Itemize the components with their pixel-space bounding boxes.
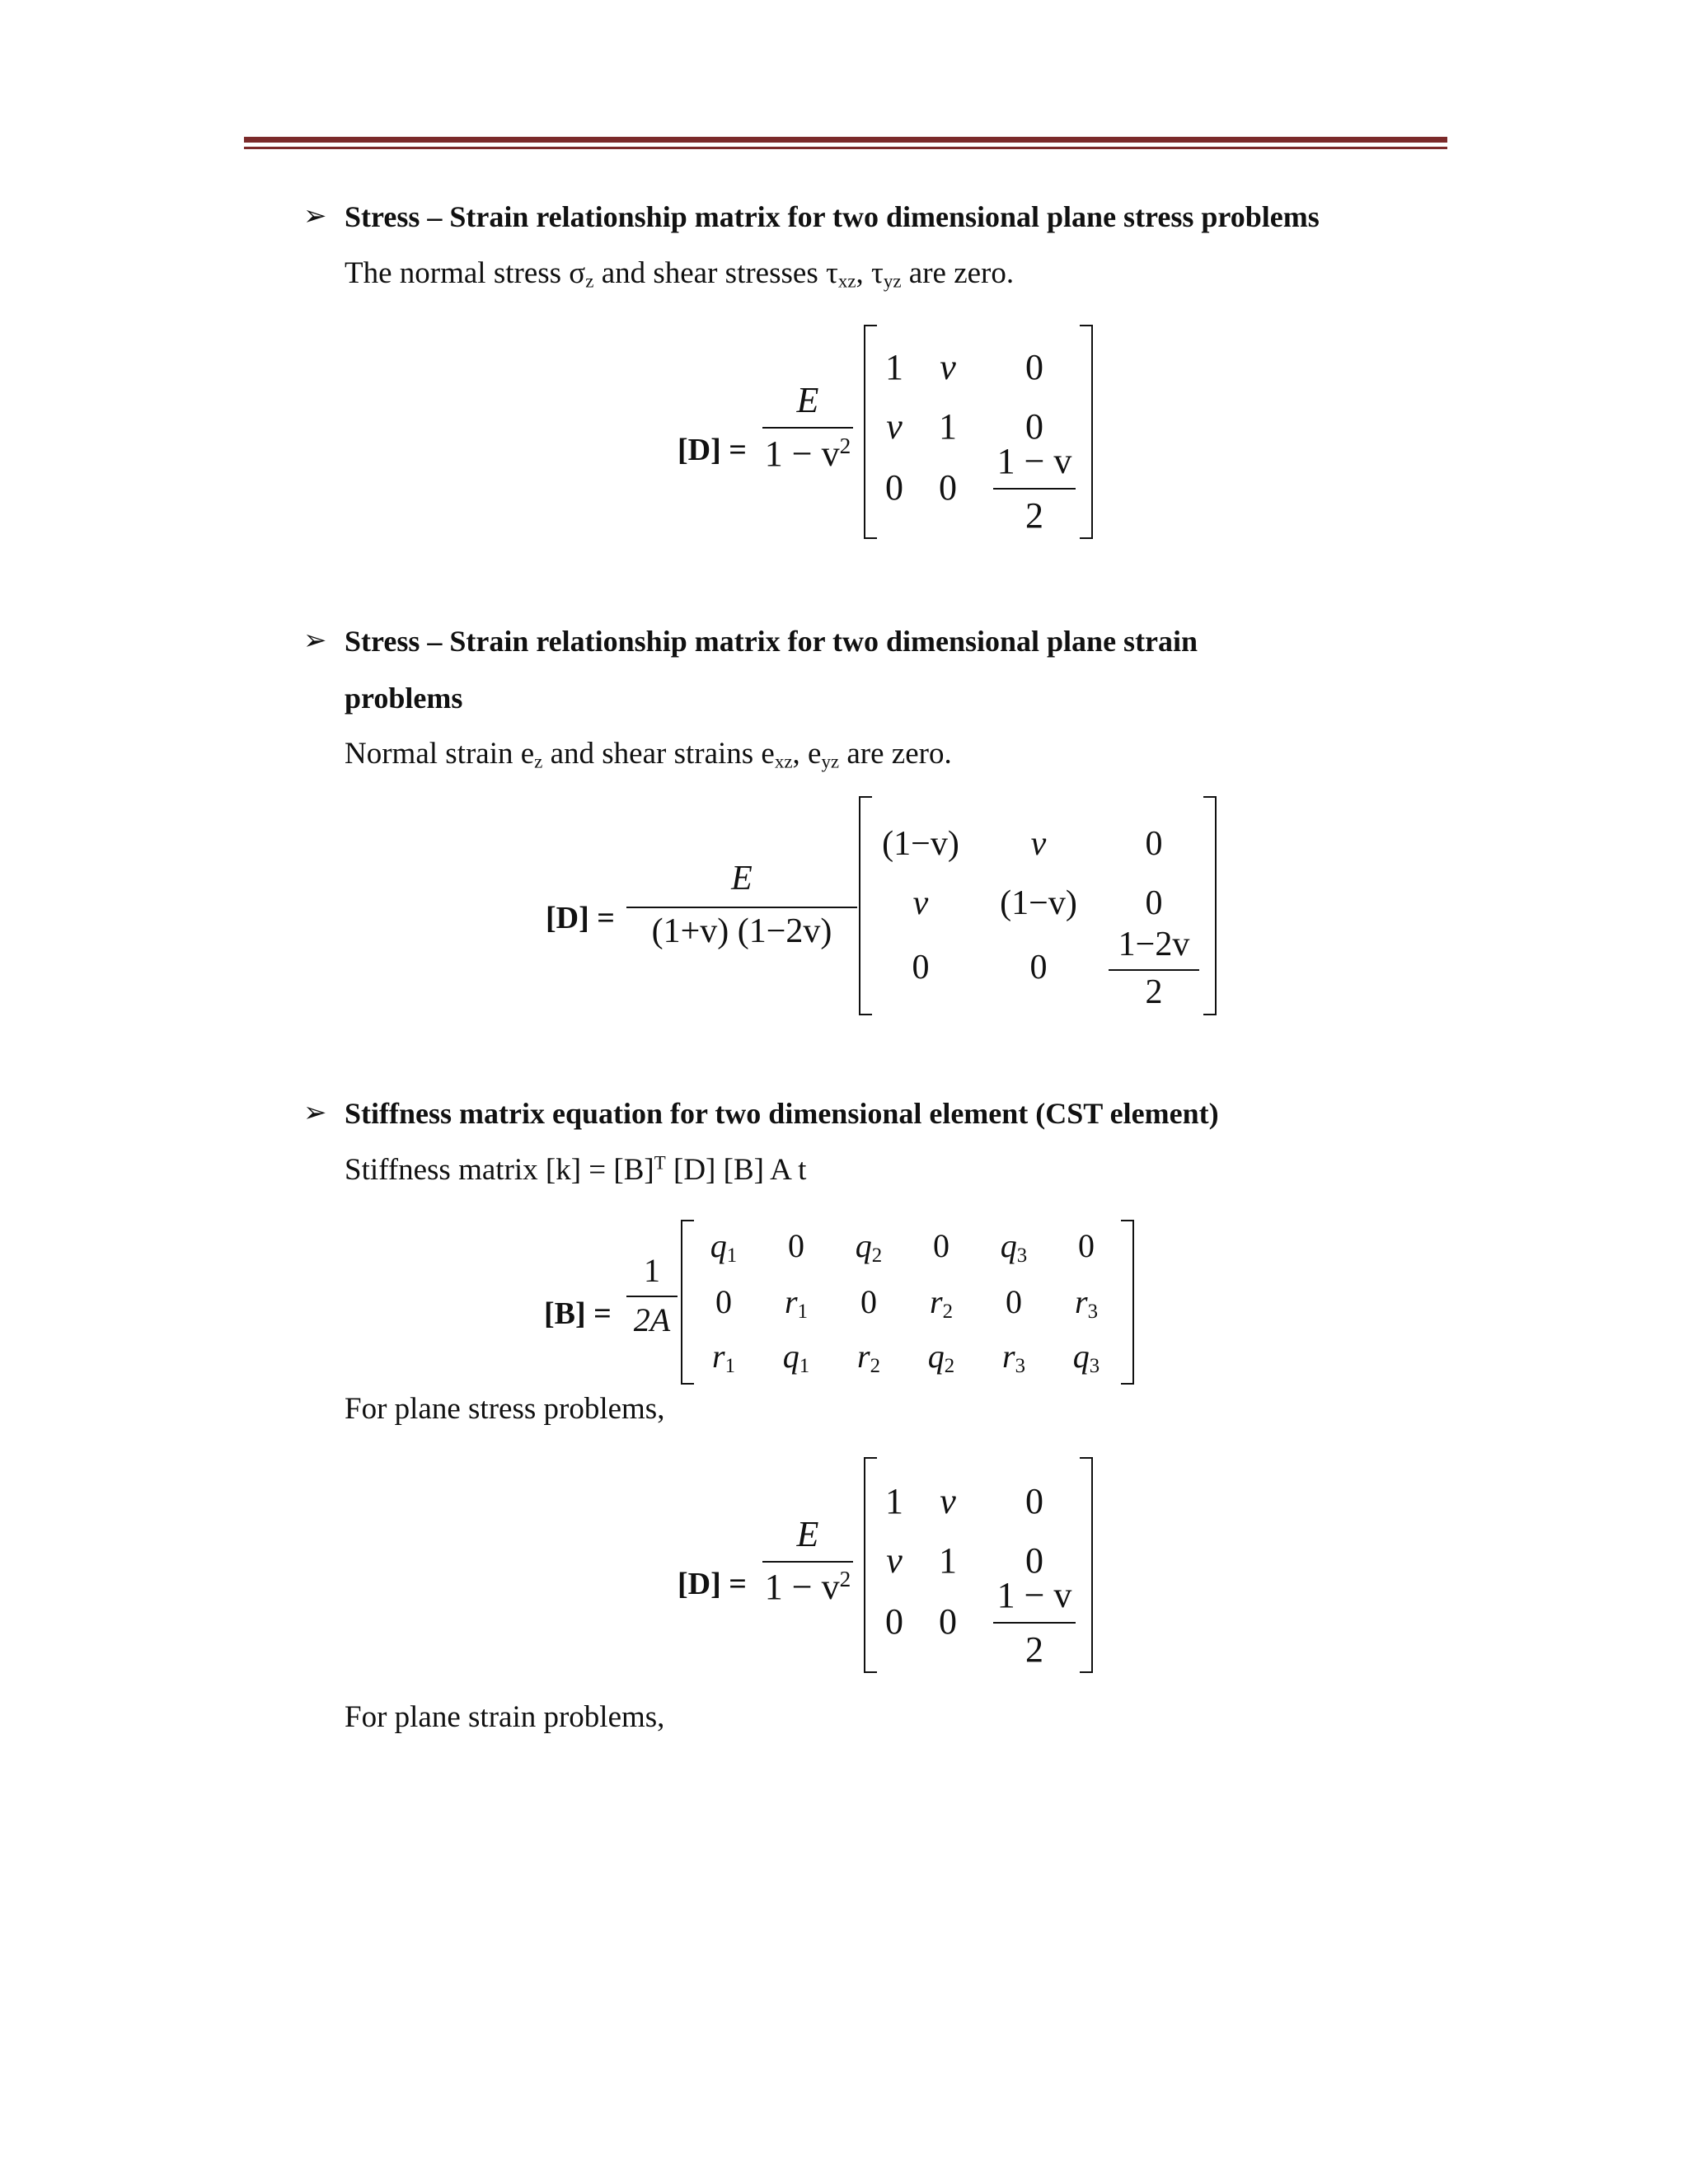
- section-body: Normal strain $e_z$ and shear strains $e_{xz}$, $e_{yz}$ are zero.: [345, 737, 952, 772]
- section-heading: Stress – Strain relationship matrix for two dimensional plane stress problems: [345, 200, 1320, 233]
- fraction-denominator: (1+v) (1−2v): [651, 912, 832, 950]
- fraction-bar: [993, 488, 1076, 490]
- matrix-cell: 0: [1025, 406, 1043, 447]
- matrix-cell: (1−v): [882, 825, 959, 863]
- equation-label: [B] =: [544, 1296, 612, 1331]
- matrix-cell-fraction-den: 2: [1145, 973, 1163, 1011]
- matrix-cell: 0: [788, 1227, 804, 1264]
- matrix-bracket-right: [1080, 1457, 1093, 1673]
- matrix-cell: 0: [1145, 825, 1163, 863]
- bullet-icon: ➢: [303, 626, 327, 656]
- fraction-bar: [626, 907, 857, 908]
- matrix-cell: 1: [939, 1540, 957, 1581]
- equation-label: [D] =: [678, 1567, 747, 1601]
- matrix-cell: v: [940, 347, 956, 387]
- matrix-cell: v: [912, 884, 929, 922]
- matrix-bracket-right: [1121, 1220, 1134, 1385]
- matrix-cell: $q_3$: [1072, 1338, 1100, 1378]
- equation-label: [D] =: [546, 901, 615, 935]
- matrix-cell: $q_1$: [710, 1227, 738, 1268]
- fraction-bar: [993, 1622, 1076, 1624]
- matrix-cell: 0: [860, 1283, 877, 1320]
- fraction-denominator: $1 - v^2$: [764, 1567, 851, 1607]
- matrix-cell: $q_2$: [855, 1227, 883, 1268]
- section-heading-cont: problems: [345, 682, 463, 715]
- matrix-cell: (1−v): [1000, 884, 1077, 922]
- fraction-bar: [762, 427, 853, 429]
- matrix-cell: 1: [939, 406, 957, 447]
- matrix-cell: 0: [1025, 1540, 1043, 1581]
- fraction-denominator: 2A: [633, 1301, 671, 1338]
- matrix-cell: v: [940, 1481, 956, 1521]
- matrix-cell: $q_3$: [1000, 1227, 1028, 1268]
- matrix-bracket-left: [681, 1220, 694, 1385]
- matrix-cell-fraction-num: 1 − v: [996, 441, 1072, 481]
- matrix-cell: $r_1$: [785, 1283, 808, 1324]
- header-rule-thick: [244, 137, 1447, 143]
- matrix-cell: 0: [1145, 884, 1163, 922]
- fraction-numerator: 1: [644, 1252, 660, 1289]
- matrix-cell: $r_3$: [1002, 1338, 1025, 1378]
- matrix-bracket-right: [1080, 325, 1093, 539]
- matrix-cell: 0: [933, 1227, 950, 1264]
- section-body: The normal stress $\sigma_z$ and shear stresses $\tau_{xz}$, $\tau_{yz}$ are zero.: [345, 256, 1015, 292]
- equation-label: [D] =: [678, 433, 747, 467]
- matrix-cell: $r_3$: [1075, 1283, 1098, 1324]
- matrix-cell: $r_2$: [857, 1338, 880, 1378]
- matrix-cell: 0: [1025, 347, 1043, 387]
- matrix-cell: $r_2$: [930, 1283, 953, 1324]
- fraction-denominator: $1 - v^2$: [764, 434, 851, 474]
- bullet-icon: ➢: [303, 1098, 327, 1128]
- section-heading: Stiffness matrix equation for two dimensional element (CST element): [345, 1097, 1219, 1130]
- fraction-bar: [762, 1561, 853, 1563]
- plane-strain-label: For plane strain problems,: [345, 1700, 665, 1734]
- matrix-cell: 0: [1029, 949, 1048, 987]
- matrix-cell: v: [886, 406, 903, 447]
- matrix-cell: 1: [885, 1481, 903, 1521]
- matrix-cell: 0: [885, 467, 903, 508]
- fraction-numerator: E: [731, 860, 753, 898]
- matrix-cell: 1: [885, 347, 903, 387]
- matrix-cell: 0: [912, 949, 930, 987]
- fraction-numerator: E: [796, 380, 819, 420]
- matrix-cell: $q_1$: [782, 1338, 810, 1378]
- matrix-bracket-right: [1203, 796, 1217, 1015]
- matrix-cell: v: [1030, 825, 1047, 863]
- matrix-cell: 0: [715, 1283, 732, 1320]
- matrix-cell-fraction-num: 1 − v: [996, 1575, 1072, 1615]
- matrix-cell-fraction-den: 2: [1025, 1629, 1043, 1670]
- matrix-cell: 0: [939, 467, 957, 508]
- header-rule-thin: [244, 147, 1447, 149]
- matrix-cell: $r_1$: [712, 1338, 735, 1378]
- section-heading: Stress – Strain relationship matrix for two dimensional plane strain: [345, 625, 1198, 658]
- fraction-numerator: E: [796, 1514, 819, 1554]
- fraction-bar: [626, 1296, 678, 1297]
- matrix-cell: 0: [939, 1601, 957, 1642]
- matrix-cell: 0: [1078, 1227, 1095, 1264]
- matrix-cell-fraction-den: 2: [1025, 495, 1043, 536]
- matrix-cell: $q_2$: [927, 1338, 955, 1378]
- matrix-cell-fraction-num: 1−2v: [1118, 926, 1190, 963]
- plane-stress-label: For plane stress problems,: [345, 1392, 665, 1426]
- fraction-bar: [1109, 969, 1199, 971]
- stiffness-formula: Stiffness matrix $[k] = [B]^T$ [D] [B] A t: [345, 1152, 807, 1187]
- matrix-cell: 0: [1025, 1481, 1043, 1521]
- matrix-cell: v: [886, 1540, 903, 1581]
- bullet-icon: ➢: [303, 201, 327, 232]
- matrix-cell: 0: [885, 1601, 903, 1642]
- matrix-cell: 0: [1006, 1283, 1022, 1320]
